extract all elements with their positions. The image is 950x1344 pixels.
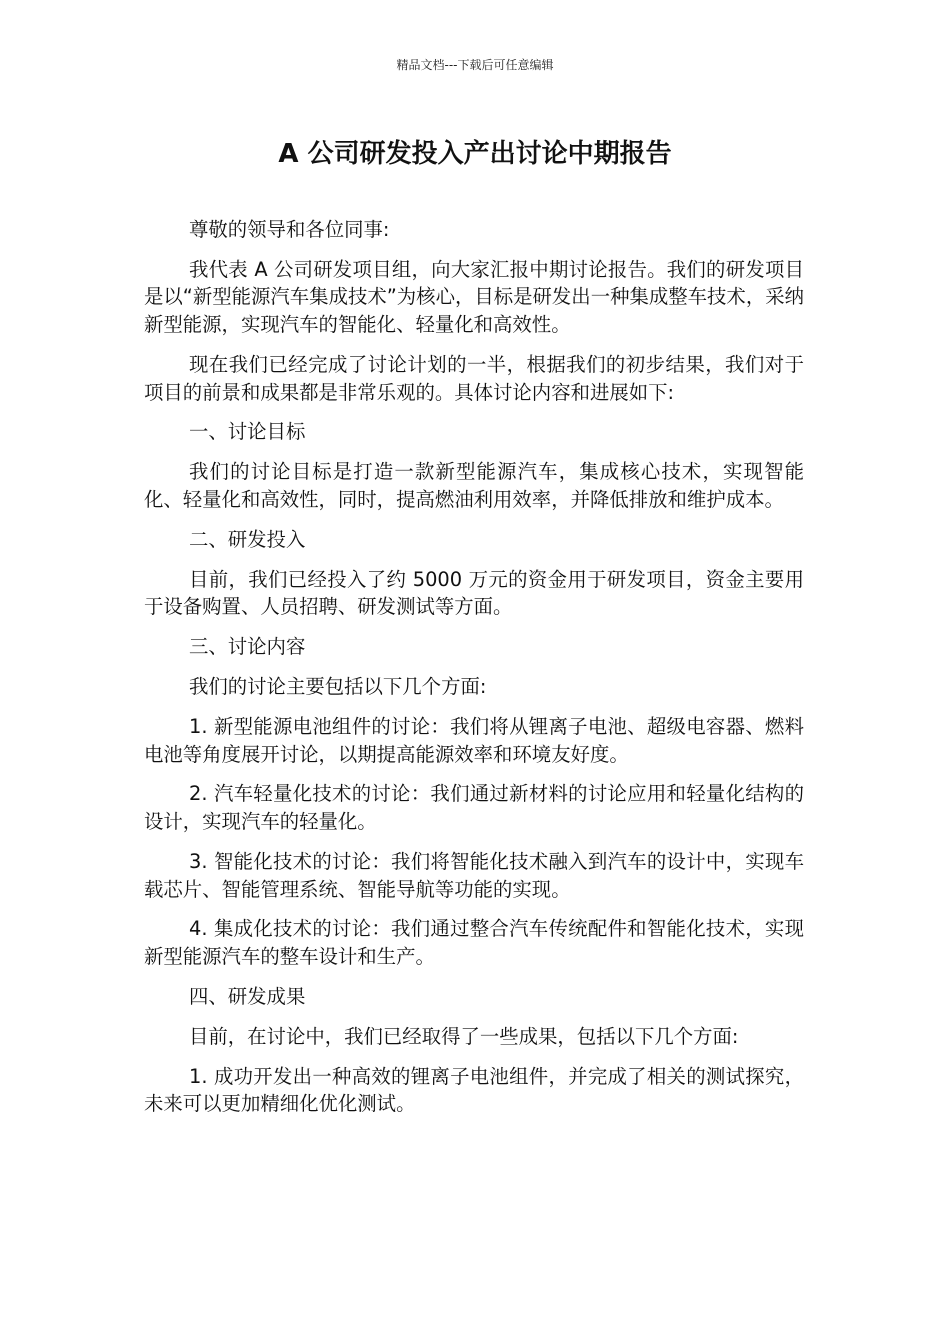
content-intro-paragraph: 我们的讨论主要包括以下几个方面: xyxy=(189,675,487,699)
salutation: 尊敬的领导和各位同事: xyxy=(189,218,390,241)
section-heading-content: 三、讨论内容 xyxy=(189,635,306,659)
content-item-3: 3. 智能化技术的讨论：我们将智能化技术融入到汽车的设计中，实现车载芯片、智能管理系统、智能导航等功能的实现。 xyxy=(144,849,804,901)
document-body xyxy=(144,216,804,1130)
results-item-1: 1. 成功开发出一种高效的锂离子电池组件，并完成了相关的测试探究，未来可以更加精细化优化测试。 xyxy=(144,1064,804,1116)
content-item-4: 4. 集成化技术的讨论：我们通过整合汽车传统配件和智能化技术，实现新型能源汽车的整车设计和生产。 xyxy=(144,917,804,969)
content-item-1: 1. 新型能源电池组件的讨论：我们将从锂离子电池、超级电容器、燃料电池等角度展开讨论，以期提高能源效率和环境友好度。 xyxy=(144,714,804,766)
section-heading-goals: 一、讨论目标 xyxy=(189,420,306,444)
document-title: A 公司研发投入产出讨论中期报告 xyxy=(278,139,672,169)
goals-paragraph: 我们的讨论目标是打造一款新型能源汽车，集成核心技术，实现智能化、轻量化和高效性，同时，提高燃油利用效率，并降低排放和维护成本。 xyxy=(144,460,804,511)
results-intro-paragraph: 目前，在讨论中，我们已经取得了一些成果，包括以下几个方面: xyxy=(189,1024,739,1048)
header-note: 精品文档---下载后可任意编辑 xyxy=(396,58,554,72)
section-heading-results: 四、研发成果 xyxy=(189,984,306,1008)
investment-paragraph: 目前，我们已经投入了约 5000 万元的资金用于研发项目，资金主要用于设备购置、人员招聘、研发测试等方面。 xyxy=(144,567,804,619)
content-item-2: 2. 汽车轻量化技术的讨论：我们通过新材料的讨论应用和轻量化结构的设计，实现汽车的轻量化。 xyxy=(144,782,804,834)
progress-paragraph: 现在我们已经完成了讨论计划的一半，根据我们的初步结果，我们对于项目的前景和成果都是非常乐观的。具体讨论内容和进展如下: xyxy=(144,352,804,404)
intro-paragraph: 我代表 A 公司研发项目组，向大家汇报中期讨论报告。我们的研发项目是以“新型能源汽车集成技术”为核心，目标是研发出一种集成整车技术，采纳新型能源，实现汽车的智能化、轻量化和高效性。 xyxy=(144,257,804,337)
section-heading-investment: 二、研发投入 xyxy=(189,527,306,551)
